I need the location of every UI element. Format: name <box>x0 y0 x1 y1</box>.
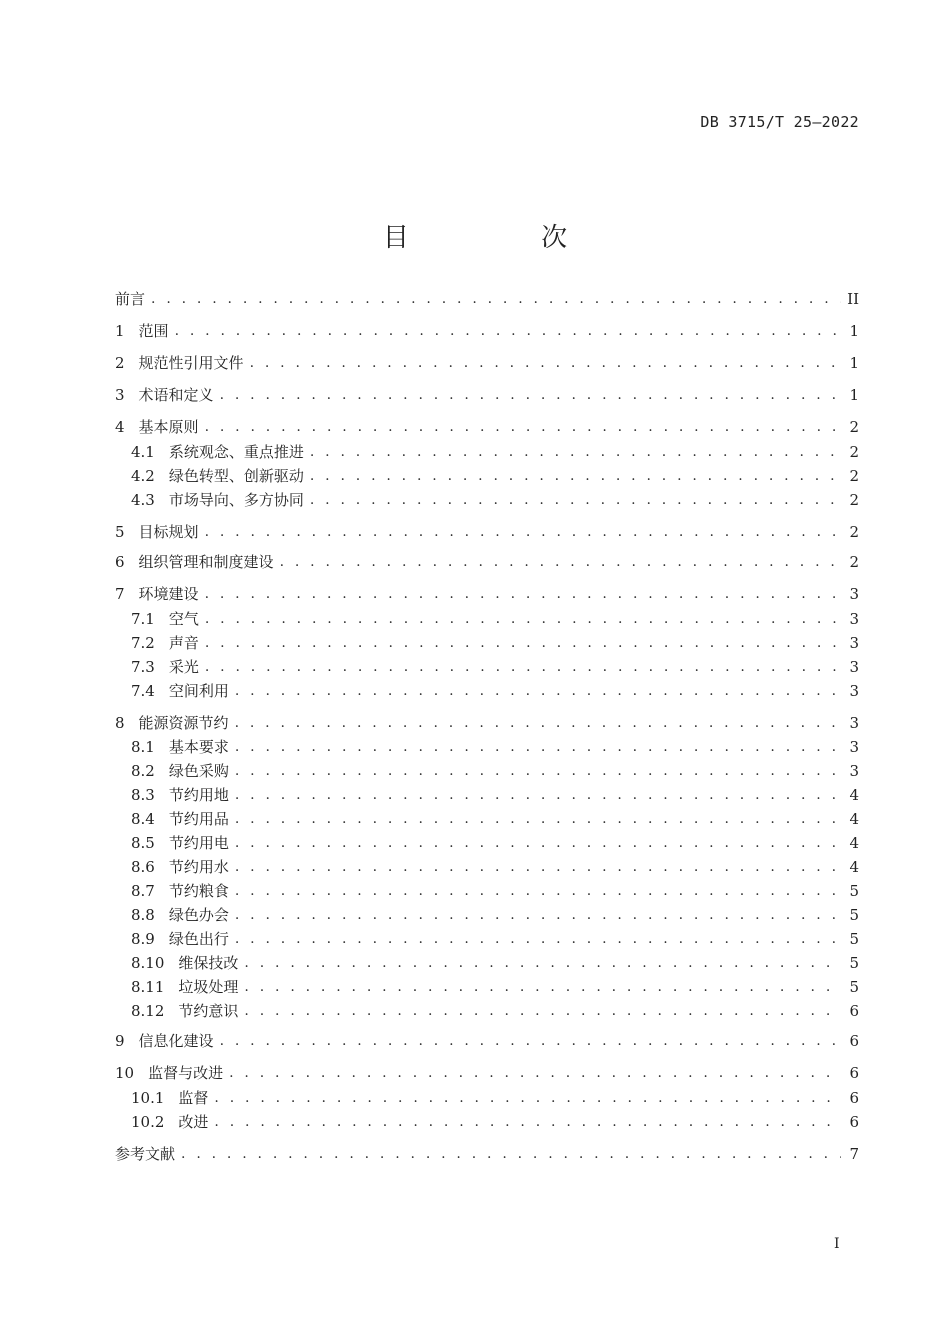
toc-entry-page: 4 <box>849 858 859 876</box>
toc-entry-label: 节约意识 <box>178 1002 239 1020</box>
toc-entry-number: 4.2 <box>131 467 155 485</box>
toc-entry-page: 3 <box>849 658 859 676</box>
toc-entry[interactable] <box>115 712 859 734</box>
toc-entry[interactable] <box>131 465 859 487</box>
toc-entry-page: 3 <box>849 634 859 652</box>
dot-leader <box>244 1000 841 1022</box>
toc-entry-label: 采光 <box>168 658 199 676</box>
toc-entry-number: 8.2 <box>131 762 155 780</box>
dot-leader <box>205 416 841 438</box>
toc-entry[interactable] <box>131 1087 859 1109</box>
toc-entry[interactable] <box>115 521 859 543</box>
toc-entry-number: 7.4 <box>131 682 155 700</box>
page-number: I <box>834 1236 840 1252</box>
dot-leader <box>244 976 841 998</box>
dot-leader <box>220 384 841 406</box>
toc-entry-page: 3 <box>849 738 859 756</box>
dot-leader <box>235 880 841 902</box>
dot-leader <box>214 1087 841 1109</box>
dot-leader <box>310 441 841 463</box>
toc-entry[interactable] <box>115 320 859 342</box>
toc-entry[interactable] <box>131 928 859 950</box>
dot-leader <box>229 1062 841 1084</box>
toc-entry-number: 3 <box>115 386 125 404</box>
toc-entry[interactable] <box>131 736 859 758</box>
toc-entry-number: 8.4 <box>131 810 155 828</box>
toc-entry-page: 6 <box>849 1064 859 1082</box>
toc-entry-label: 术语和定义 <box>138 386 214 404</box>
toc-entry-page: 5 <box>849 930 859 948</box>
toc-entry-number: 4.3 <box>131 491 155 509</box>
toc-entry-label: 规范性引用文件 <box>138 354 244 372</box>
toc-entry-label: 信息化建设 <box>138 1032 214 1050</box>
toc-entry-page: 5 <box>849 906 859 924</box>
toc-entry-label: 系统观念、重点推进 <box>168 443 304 461</box>
dot-leader <box>175 320 841 342</box>
toc-entry-page: 4 <box>849 810 859 828</box>
dot-leader <box>214 1111 841 1133</box>
dot-leader <box>205 521 841 543</box>
toc-entry-number: 8.12 <box>131 1002 165 1020</box>
toc-entry[interactable] <box>131 880 859 902</box>
toc-entry[interactable] <box>131 680 859 702</box>
toc-entry-number: 4.1 <box>131 443 155 461</box>
toc-entry-number: 8.7 <box>131 882 155 900</box>
toc-entry-label: 声音 <box>168 634 199 652</box>
toc-entry-number: 7.2 <box>131 634 155 652</box>
toc-entry[interactable] <box>131 760 859 782</box>
toc-entry-number: 10.1 <box>131 1089 165 1107</box>
toc-entry[interactable] <box>131 441 859 463</box>
dot-leader <box>151 288 841 310</box>
toc-entry-page: 5 <box>849 882 859 900</box>
toc-entry-number: 8.3 <box>131 786 155 804</box>
toc-entry-page: 6 <box>849 1032 859 1050</box>
toc-entry-label: 市场导向、多方协同 <box>168 491 304 509</box>
toc-entry-number: 9 <box>115 1032 125 1050</box>
toc-entry[interactable] <box>115 1062 859 1084</box>
toc-entry-number: 8.5 <box>131 834 155 852</box>
toc-entry-label: 空间利用 <box>168 682 229 700</box>
toc-entry-number: 1 <box>115 322 125 340</box>
toc-entry-label: 维保技改 <box>178 954 239 972</box>
toc-entry-page: 2 <box>849 523 859 541</box>
dot-leader <box>235 760 841 782</box>
toc-entry-label: 节约用品 <box>168 810 229 828</box>
toc-entry-page: 2 <box>849 418 859 436</box>
toc-entry[interactable] <box>131 608 859 630</box>
document-code: DB 3715/T 25—2022 <box>700 113 859 131</box>
toc-entry-label: 基本原则 <box>138 418 199 436</box>
toc-entry-page: II <box>847 290 859 308</box>
toc-entry[interactable] <box>115 583 859 605</box>
toc-entry-label: 节约用电 <box>168 834 229 852</box>
toc-entry[interactable] <box>131 1111 859 1133</box>
dot-leader <box>235 736 841 758</box>
dot-leader <box>205 608 841 630</box>
dot-leader <box>220 1030 841 1052</box>
toc-entry-page: 5 <box>849 954 859 972</box>
toc-entry-page: 3 <box>849 762 859 780</box>
toc-entry-page: 2 <box>849 467 859 485</box>
toc-entry[interactable] <box>131 489 859 511</box>
toc-entry-page: 4 <box>849 786 859 804</box>
toc-entry[interactable] <box>131 1000 859 1022</box>
toc-entry[interactable] <box>131 856 859 878</box>
toc-entry[interactable] <box>115 288 859 310</box>
toc-entry[interactable] <box>115 352 859 374</box>
page-title: 目 次 <box>382 223 630 254</box>
toc-entry[interactable] <box>131 952 859 974</box>
toc-entry-number: 5 <box>115 523 125 541</box>
dot-leader <box>235 784 841 806</box>
toc-entry-label: 参考文献 <box>115 1145 176 1163</box>
dot-leader <box>310 489 841 511</box>
toc-entry[interactable] <box>115 1030 859 1052</box>
dot-leader <box>205 656 841 678</box>
toc-entry-number: 6 <box>115 553 125 571</box>
toc-entry-page: 3 <box>849 585 859 603</box>
toc-entry-label: 节约用水 <box>168 858 229 876</box>
toc-entry-page: 2 <box>849 553 859 571</box>
dot-leader <box>181 1143 841 1165</box>
toc-entry-number: 8.9 <box>131 930 155 948</box>
toc-entry[interactable] <box>115 1143 859 1165</box>
toc-entry-number: 7.1 <box>131 610 155 628</box>
toc-entry-number: 7 <box>115 585 125 603</box>
toc-entry-label: 目标规划 <box>138 523 199 541</box>
toc-entry[interactable] <box>131 808 859 830</box>
toc-entry-page: 4 <box>849 834 859 852</box>
toc-entry-label: 空气 <box>168 610 199 628</box>
dot-leader <box>280 551 841 573</box>
toc-entry-number: 8.10 <box>131 954 165 972</box>
toc-entry-page: 1 <box>849 354 859 372</box>
toc-entry-page: 6 <box>849 1002 859 1020</box>
toc-entry-label: 能源资源节约 <box>138 714 229 732</box>
toc-entry-number: 8.1 <box>131 738 155 756</box>
toc-entry-page: 3 <box>849 610 859 628</box>
dot-leader <box>235 712 841 734</box>
toc-entry-label: 改进 <box>178 1113 209 1131</box>
toc-entry-page: 6 <box>849 1113 859 1131</box>
toc-entry[interactable] <box>131 656 859 678</box>
toc-entry[interactable] <box>131 976 859 998</box>
toc-entry-label: 绿色采购 <box>168 762 229 780</box>
toc-entry-label: 环境建设 <box>138 585 199 603</box>
toc-entry-page: 3 <box>849 682 859 700</box>
toc-entry-page: 2 <box>849 443 859 461</box>
dot-leader <box>250 352 841 374</box>
dot-leader <box>235 808 841 830</box>
toc-entry[interactable] <box>115 416 859 438</box>
toc-entry-number: 7.3 <box>131 658 155 676</box>
toc-entry[interactable] <box>131 904 859 926</box>
toc-entry-number: 8 <box>115 714 125 732</box>
toc-entry-page: 1 <box>849 322 859 340</box>
toc-entry-number: 8.6 <box>131 858 155 876</box>
toc-entry-number: 4 <box>115 418 125 436</box>
dot-leader <box>235 832 841 854</box>
dot-leader <box>310 465 841 487</box>
toc-entry-label: 节约用地 <box>168 786 229 804</box>
dot-leader <box>235 680 841 702</box>
dot-leader <box>244 952 841 974</box>
toc-entry-label: 范围 <box>138 322 169 340</box>
toc-entry-page: 5 <box>849 978 859 996</box>
dot-leader <box>235 904 841 926</box>
toc-entry-label: 组织管理和制度建设 <box>138 553 274 571</box>
toc-entry-label: 前言 <box>115 290 146 308</box>
toc-entry-number: 10 <box>115 1064 135 1082</box>
toc-entry-label: 节约粮食 <box>168 882 229 900</box>
toc-entry-label: 基本要求 <box>168 738 229 756</box>
toc-entry-label: 监督 <box>178 1089 209 1107</box>
toc-entry[interactable] <box>131 632 859 654</box>
toc-entry-page: 2 <box>849 491 859 509</box>
toc-entry[interactable] <box>115 551 859 573</box>
toc-entry-number: 8.11 <box>131 978 165 996</box>
toc-entry-page: 3 <box>849 714 859 732</box>
toc-entry-number: 8.8 <box>131 906 155 924</box>
toc-entry-page: 7 <box>849 1145 859 1163</box>
toc-entry-number: 2 <box>115 354 125 372</box>
toc-entry[interactable] <box>115 384 859 406</box>
dot-leader <box>235 856 841 878</box>
toc-entry-label: 垃圾处理 <box>178 978 239 996</box>
toc-entry-number: 10.2 <box>131 1113 165 1131</box>
toc-entry-page: 6 <box>849 1089 859 1107</box>
toc-entry-label: 绿色办会 <box>168 906 229 924</box>
dot-leader <box>205 583 841 605</box>
toc-entry[interactable] <box>131 832 859 854</box>
toc-entry[interactable] <box>131 784 859 806</box>
toc-entry-label: 绿色转型、创新驱动 <box>168 467 304 485</box>
dot-leader <box>235 928 841 950</box>
toc-entry-label: 监督与改进 <box>148 1064 224 1082</box>
toc-entry-page: 1 <box>849 386 859 404</box>
dot-leader <box>205 632 841 654</box>
toc-entry-label: 绿色出行 <box>168 930 229 948</box>
